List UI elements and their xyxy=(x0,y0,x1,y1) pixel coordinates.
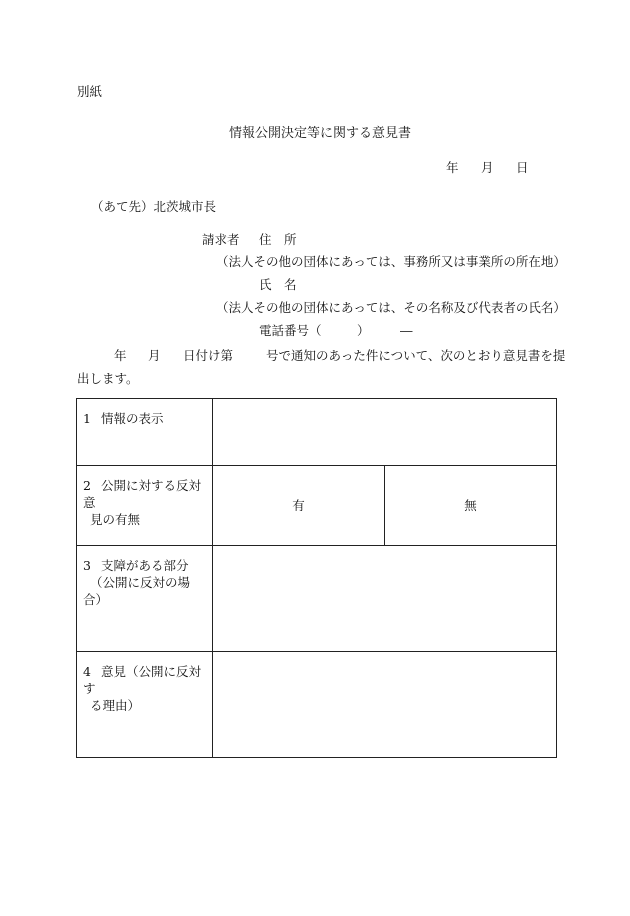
notice-year-label: 年 xyxy=(114,348,127,363)
phone-close-paren: ） xyxy=(357,323,370,338)
attachment-label: 別紙 xyxy=(77,84,103,99)
address-label: 住 所 xyxy=(259,232,297,247)
table-row xyxy=(77,399,557,466)
objection-option-no[interactable] xyxy=(385,466,557,546)
table-row xyxy=(77,652,557,758)
opinion-field[interactable] xyxy=(213,652,557,758)
requester-label: 請求者 xyxy=(202,232,240,247)
row-number: 4 xyxy=(83,664,91,679)
row-label-problem-part xyxy=(77,546,213,652)
phone-dash: ― xyxy=(400,323,413,338)
option-label: 無 xyxy=(464,498,477,513)
notice-text: 号で通知のあった件について、次のとおり意見書を提 xyxy=(266,348,566,363)
row-label-text: 公開に対する反対意 xyxy=(83,478,202,510)
objection-option-yes[interactable] xyxy=(213,466,385,546)
option-label: 有 xyxy=(292,498,305,513)
notice-month-label: 月 xyxy=(148,348,161,363)
notice-continuation: 出します。 xyxy=(77,371,139,386)
row-label-opinion xyxy=(77,652,213,758)
date-month-label: 月 xyxy=(481,160,494,175)
row-label-text: 支障がある部分 xyxy=(101,558,189,573)
row-label-text: 意見（公開に反対す xyxy=(83,664,202,696)
opinion-form-table xyxy=(76,398,557,758)
name-note: （法人その他の団体にあっては、その名称及び代表者の氏名） xyxy=(216,300,566,315)
row-number: 2 xyxy=(83,478,91,493)
row-label-text: 見の有無 xyxy=(90,512,141,527)
address-note: （法人その他の団体にあっては、事務所又は事業所の所在地） xyxy=(216,254,566,269)
date-year-label: 年 xyxy=(446,160,459,175)
document-title: 情報公開決定等に関する意見書 xyxy=(229,126,412,141)
row-label-text: （公開に反対の場合） xyxy=(83,575,191,607)
table-row xyxy=(77,466,557,546)
row-label-objection xyxy=(77,466,213,546)
notice-date-text: 日付け第 xyxy=(183,348,234,363)
row-label-text: る理由） xyxy=(90,698,141,713)
row-label-info-display xyxy=(77,399,213,466)
info-display-field[interactable] xyxy=(213,399,557,466)
table-row xyxy=(77,546,557,652)
date-day-label: 日 xyxy=(516,160,529,175)
name-label: 氏 名 xyxy=(259,277,297,292)
addressee: （あて先）北茨城市長 xyxy=(91,199,217,214)
row-label-text: 情報の表示 xyxy=(101,411,164,426)
phone-label: 電話番号（ xyxy=(259,323,322,338)
row-number: 1 xyxy=(83,411,91,426)
row-number: 3 xyxy=(83,558,91,573)
problem-part-field[interactable] xyxy=(213,546,557,652)
